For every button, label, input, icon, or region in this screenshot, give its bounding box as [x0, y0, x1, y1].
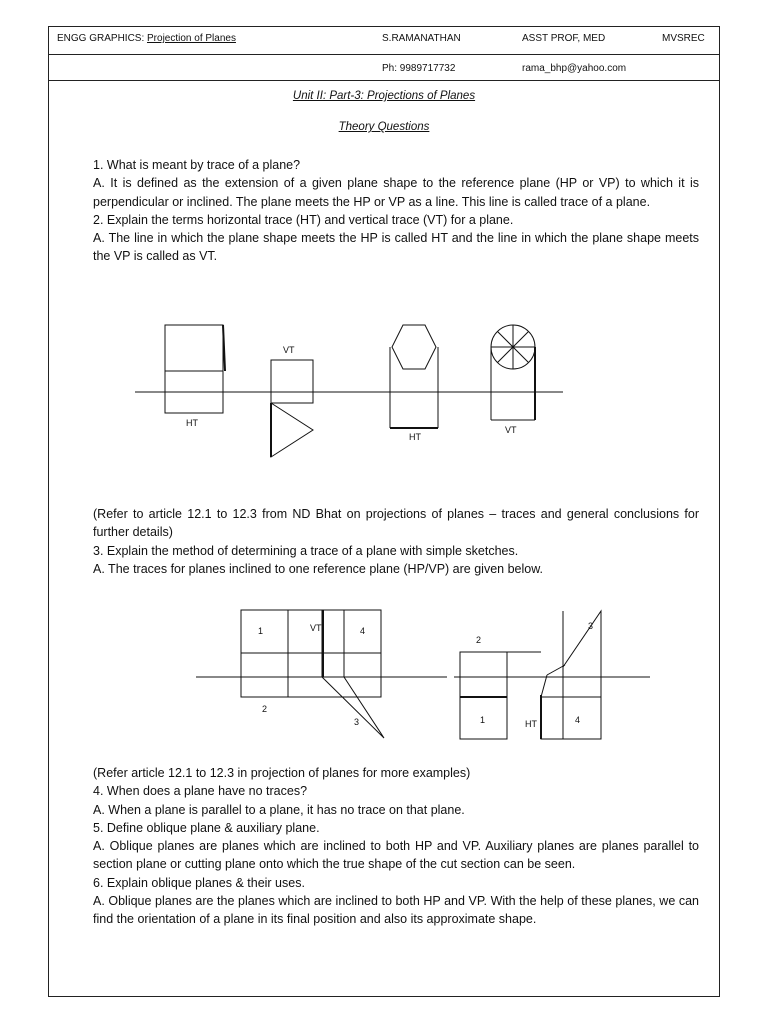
- qa-block-2: [93, 505, 699, 578]
- question-4: 4. When does a plane have no traces?: [93, 784, 308, 799]
- fig3-join: [547, 665, 565, 675]
- section-title: Theory Questions: [338, 121, 430, 133]
- fig2-triangle: [322, 677, 384, 738]
- fig1-shape2-elevation: [271, 360, 313, 403]
- fig2-label-2: 2: [262, 704, 268, 714]
- fig3-cell-4: [563, 697, 601, 739]
- fig1-shape3-hexagon: [392, 325, 436, 369]
- reference-note-2: (Refer article 12.1 to 12.3 in projection of planes for more examples): [93, 766, 471, 780]
- fig1-label-ht-1: HT: [186, 418, 198, 428]
- page-frame: [48, 26, 720, 997]
- answer-5: A. Oblique planes are planes which are inclined to both HP and VP. Auxiliary planes are planes parallel to section plane or cutting plane onto which the true shape of the cut section can be seen.: [93, 839, 699, 872]
- figure-traces-ht-vt: [131, 317, 571, 467]
- qa-block-3: [93, 764, 699, 929]
- fig3-outline-left: [460, 652, 507, 739]
- question-6: 6. Explain oblique planes & their uses.: [93, 875, 305, 890]
- reference-note-1: (Refer to article 12.1 to 12.3 from ND Bhat on projections of planes – traces and general conclusions for further details): [93, 507, 699, 540]
- figure-vt-example: [194, 607, 449, 747]
- header-designation: ASST PROF, MED: [522, 33, 606, 44]
- figure-ht-example: [452, 607, 652, 777]
- fig2-label-vt: VT: [310, 623, 322, 633]
- answer-3: A. The traces for planes inclined to one reference plane (HP/VP) are given below.: [93, 561, 544, 576]
- header-subject: [57, 33, 236, 45]
- fig3-label-3: 3: [588, 621, 594, 631]
- fig3-inclined-view: [563, 611, 601, 697]
- fig2-label-4: 4: [360, 626, 366, 636]
- header-phone: Ph: 9989717732: [382, 63, 456, 74]
- fig1-label-ht-3: HT: [409, 432, 421, 442]
- fig1-label-vt-2: VT: [283, 345, 295, 355]
- fig1-shape1-front-top: [165, 325, 223, 371]
- answer-4: A. When a plane is parallel to a plane, it has no trace on that plane.: [93, 802, 465, 817]
- fig1-shape2-triangle: [271, 403, 313, 457]
- fig3-ht-cell: [541, 697, 563, 739]
- answer-2: A. The line in which the plane shape meets the HP is called HT and the line in which the plane shape meets the VP is called as VT.: [93, 231, 699, 264]
- fig1-label-vt-4: VT: [505, 425, 517, 435]
- header-email: rama_bhp@yahoo.com: [522, 63, 627, 74]
- question-3: 3. Explain the method of determining a trace of a plane with simple sketches.: [93, 543, 519, 558]
- fig3-label-4: 4: [575, 715, 581, 725]
- fig3-slant: [541, 675, 547, 697]
- answer-1: A. It is defined as the extension of a given plane shape to the reference plane (HP or VP) to which it is perpendicular or inclined. The plane meets the HP or VP as a line. This line is called trace of a plane.: [93, 176, 699, 209]
- header-row-1: [49, 27, 719, 55]
- answer-6: A. Oblique planes are the planes which are inclined to both HP and VP. With the help of these planes, we can find the orientation of a plane in its final position and also its approximate shape.: [93, 894, 699, 927]
- fig2-label-3: 3: [354, 717, 360, 727]
- fig1-shape4-spokes: [491, 325, 535, 369]
- header-subject-title: Projection of Planes: [147, 33, 236, 44]
- fig3-label-1: 1: [480, 715, 486, 725]
- unit-title: Unit II: Part-3: Projections of Planes: [292, 90, 476, 102]
- header-author: S.RAMANATHAN: [382, 33, 461, 44]
- header-institution: MVSREC: [662, 33, 705, 44]
- fig2-label-1: 1: [258, 626, 264, 636]
- question-5: 5. Define oblique plane & auxiliary plane.: [93, 820, 320, 835]
- question-2: 2. Explain the terms horizontal trace (HT) and vertical trace (VT) for a plane.: [93, 212, 514, 227]
- header-subject-prefix: ENGG GRAPHICS:: [57, 33, 148, 44]
- question-1: 1. What is meant by trace of a plane?: [93, 158, 301, 172]
- fig3-label-ht: HT: [525, 719, 537, 729]
- header-row-2: [49, 55, 719, 81]
- fig3-label-2: 2: [476, 635, 482, 645]
- qa-block-1: [93, 156, 699, 266]
